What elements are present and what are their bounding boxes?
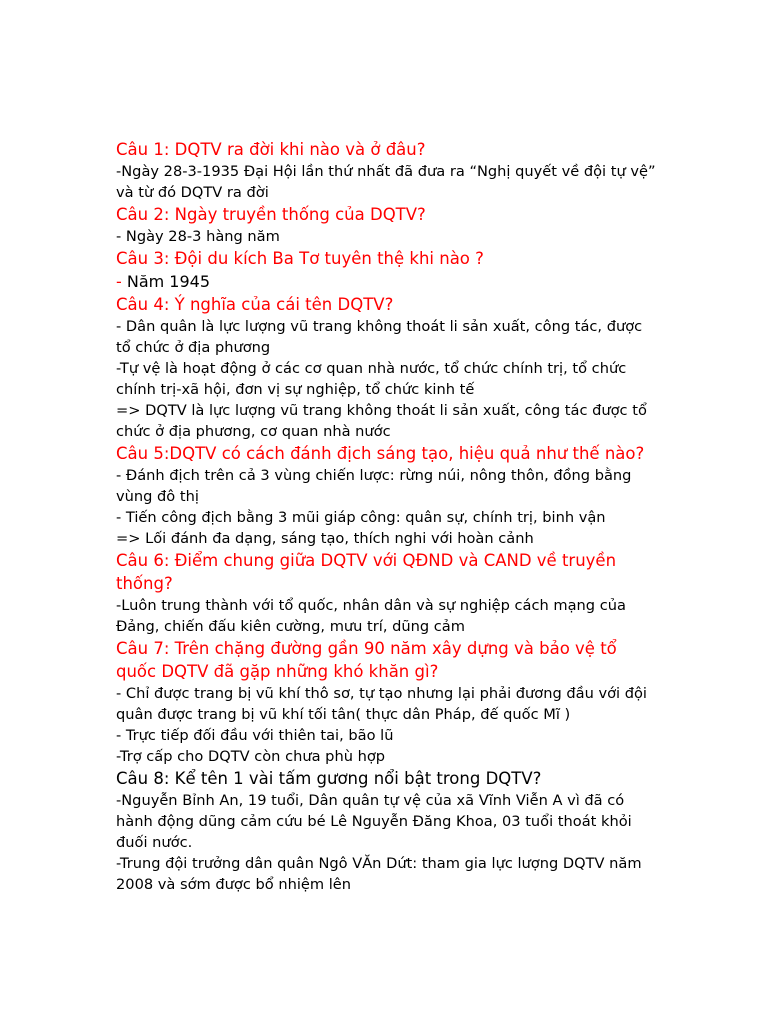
answer-4-line-2: -Tự vệ là hoạt động ở các cơ quan nhà nước, tổ chức chính trị, tổ chức chính trị-xã hội, đơn vị sự nghiệp, tổ chức kinh tế bbox=[116, 360, 627, 398]
question-2: Câu 2: Ngày truyền thống của DQTV? bbox=[116, 205, 426, 224]
question-7: Câu 7: Trên chặng đường gần 90 năm xây dựng và bảo vệ tổ quốc DQTV đã gặp những khó khăn gì? bbox=[116, 639, 617, 681]
answer-8-line-2: -Trung đội trưởng dân quân Ngô VĂn Dứt: tham gia lực lượng DQTV năm 2008 và sớm được bổ nhiệm lên bbox=[116, 855, 642, 893]
answer-5-line-2: - Tiến công địch bằng 3 mũi giáp công: quân sự, chính trị, binh vận bbox=[116, 509, 606, 526]
question-1: Câu 1: DQTV ra đời khi nào và ở đâu? bbox=[116, 140, 426, 159]
answer-7-line-1: - Chỉ được trang bị vũ khí thô sơ, tự tạo nhưng lại phải đương đầu với đội quân được trang bị vũ khí tối tân( thực dân Pháp, đế quốc Mĩ ) bbox=[116, 685, 647, 723]
question-4: Câu 4: Ý nghĩa của cái tên DQTV? bbox=[116, 295, 394, 314]
question-6: Câu 6: Điểm chung giữa DQTV với QĐND và CAND về truyền thống? bbox=[116, 551, 617, 593]
question-3: Câu 3: Đội du kích Ba Tơ tuyên thệ khi nào ? bbox=[116, 249, 484, 268]
answer-5-line-3: => Lối đánh đa dạng, sáng tạo, thích nghi với hoàn cảnh bbox=[116, 530, 534, 547]
document-page bbox=[116, 138, 656, 895]
answer-5-line-1: - Đánh địch trên cả 3 vùng chiến lược: rừng núi, nông thôn, đồng bằng vùng đô thị bbox=[116, 467, 632, 505]
answer-7-line-2: - Trực tiếp đối đầu với thiên tai, bão lũ bbox=[116, 727, 394, 744]
answer-2-line-1: - Ngày 28-3 hàng năm bbox=[116, 228, 280, 245]
answer-8-line-1: -Nguyễn Bỉnh An, 19 tuổi, Dân quân tự vệ của xã Vĩnh Viễn A vì đã có hành động dũng cảm cứu bé Lê Nguyễn Đăng Khoa, 03 tuổi thoát khỏi đuối nước. bbox=[116, 792, 632, 851]
answer-3-line-1 bbox=[116, 270, 656, 293]
answer-6-line-1: -Luôn trung thành với tổ quốc, nhân dân và sự nghiệp cách mạng của Đảng, chiến đấu kiên cường, mưu trí, dũng cảm bbox=[116, 597, 626, 635]
answer-4-line-3: => DQTV là lực lượng vũ trang không thoát li sản xuất, công tác được tổ chức ở địa phương, cơ quan nhà nước bbox=[116, 402, 647, 440]
answer-1-line-1: -Ngày 28-3-1935 Đại Hội lần thứ nhất đã đưa ra “Nghị quyết về đội tự vệ” và từ đó DQTV ra đời bbox=[116, 163, 656, 201]
question-5: Câu 5:DQTV có cách đánh địch sáng tạo, hiệu quả như thế nào? bbox=[116, 444, 645, 463]
question-8: Câu 8: Kể tên 1 vài tấm gương nổi bật trong DQTV? bbox=[116, 769, 542, 788]
answer-7-line-3: -Trợ cấp cho DQTV còn chưa phù hợp bbox=[116, 748, 386, 765]
answer-4-line-1: - Dân quân là lực lượng vũ trang không thoát li sản xuất, công tác, được tổ chức ở địa phương bbox=[116, 318, 643, 356]
answer-3-text: Năm 1945 bbox=[126, 272, 211, 291]
answer-3-dash: - bbox=[116, 272, 127, 291]
